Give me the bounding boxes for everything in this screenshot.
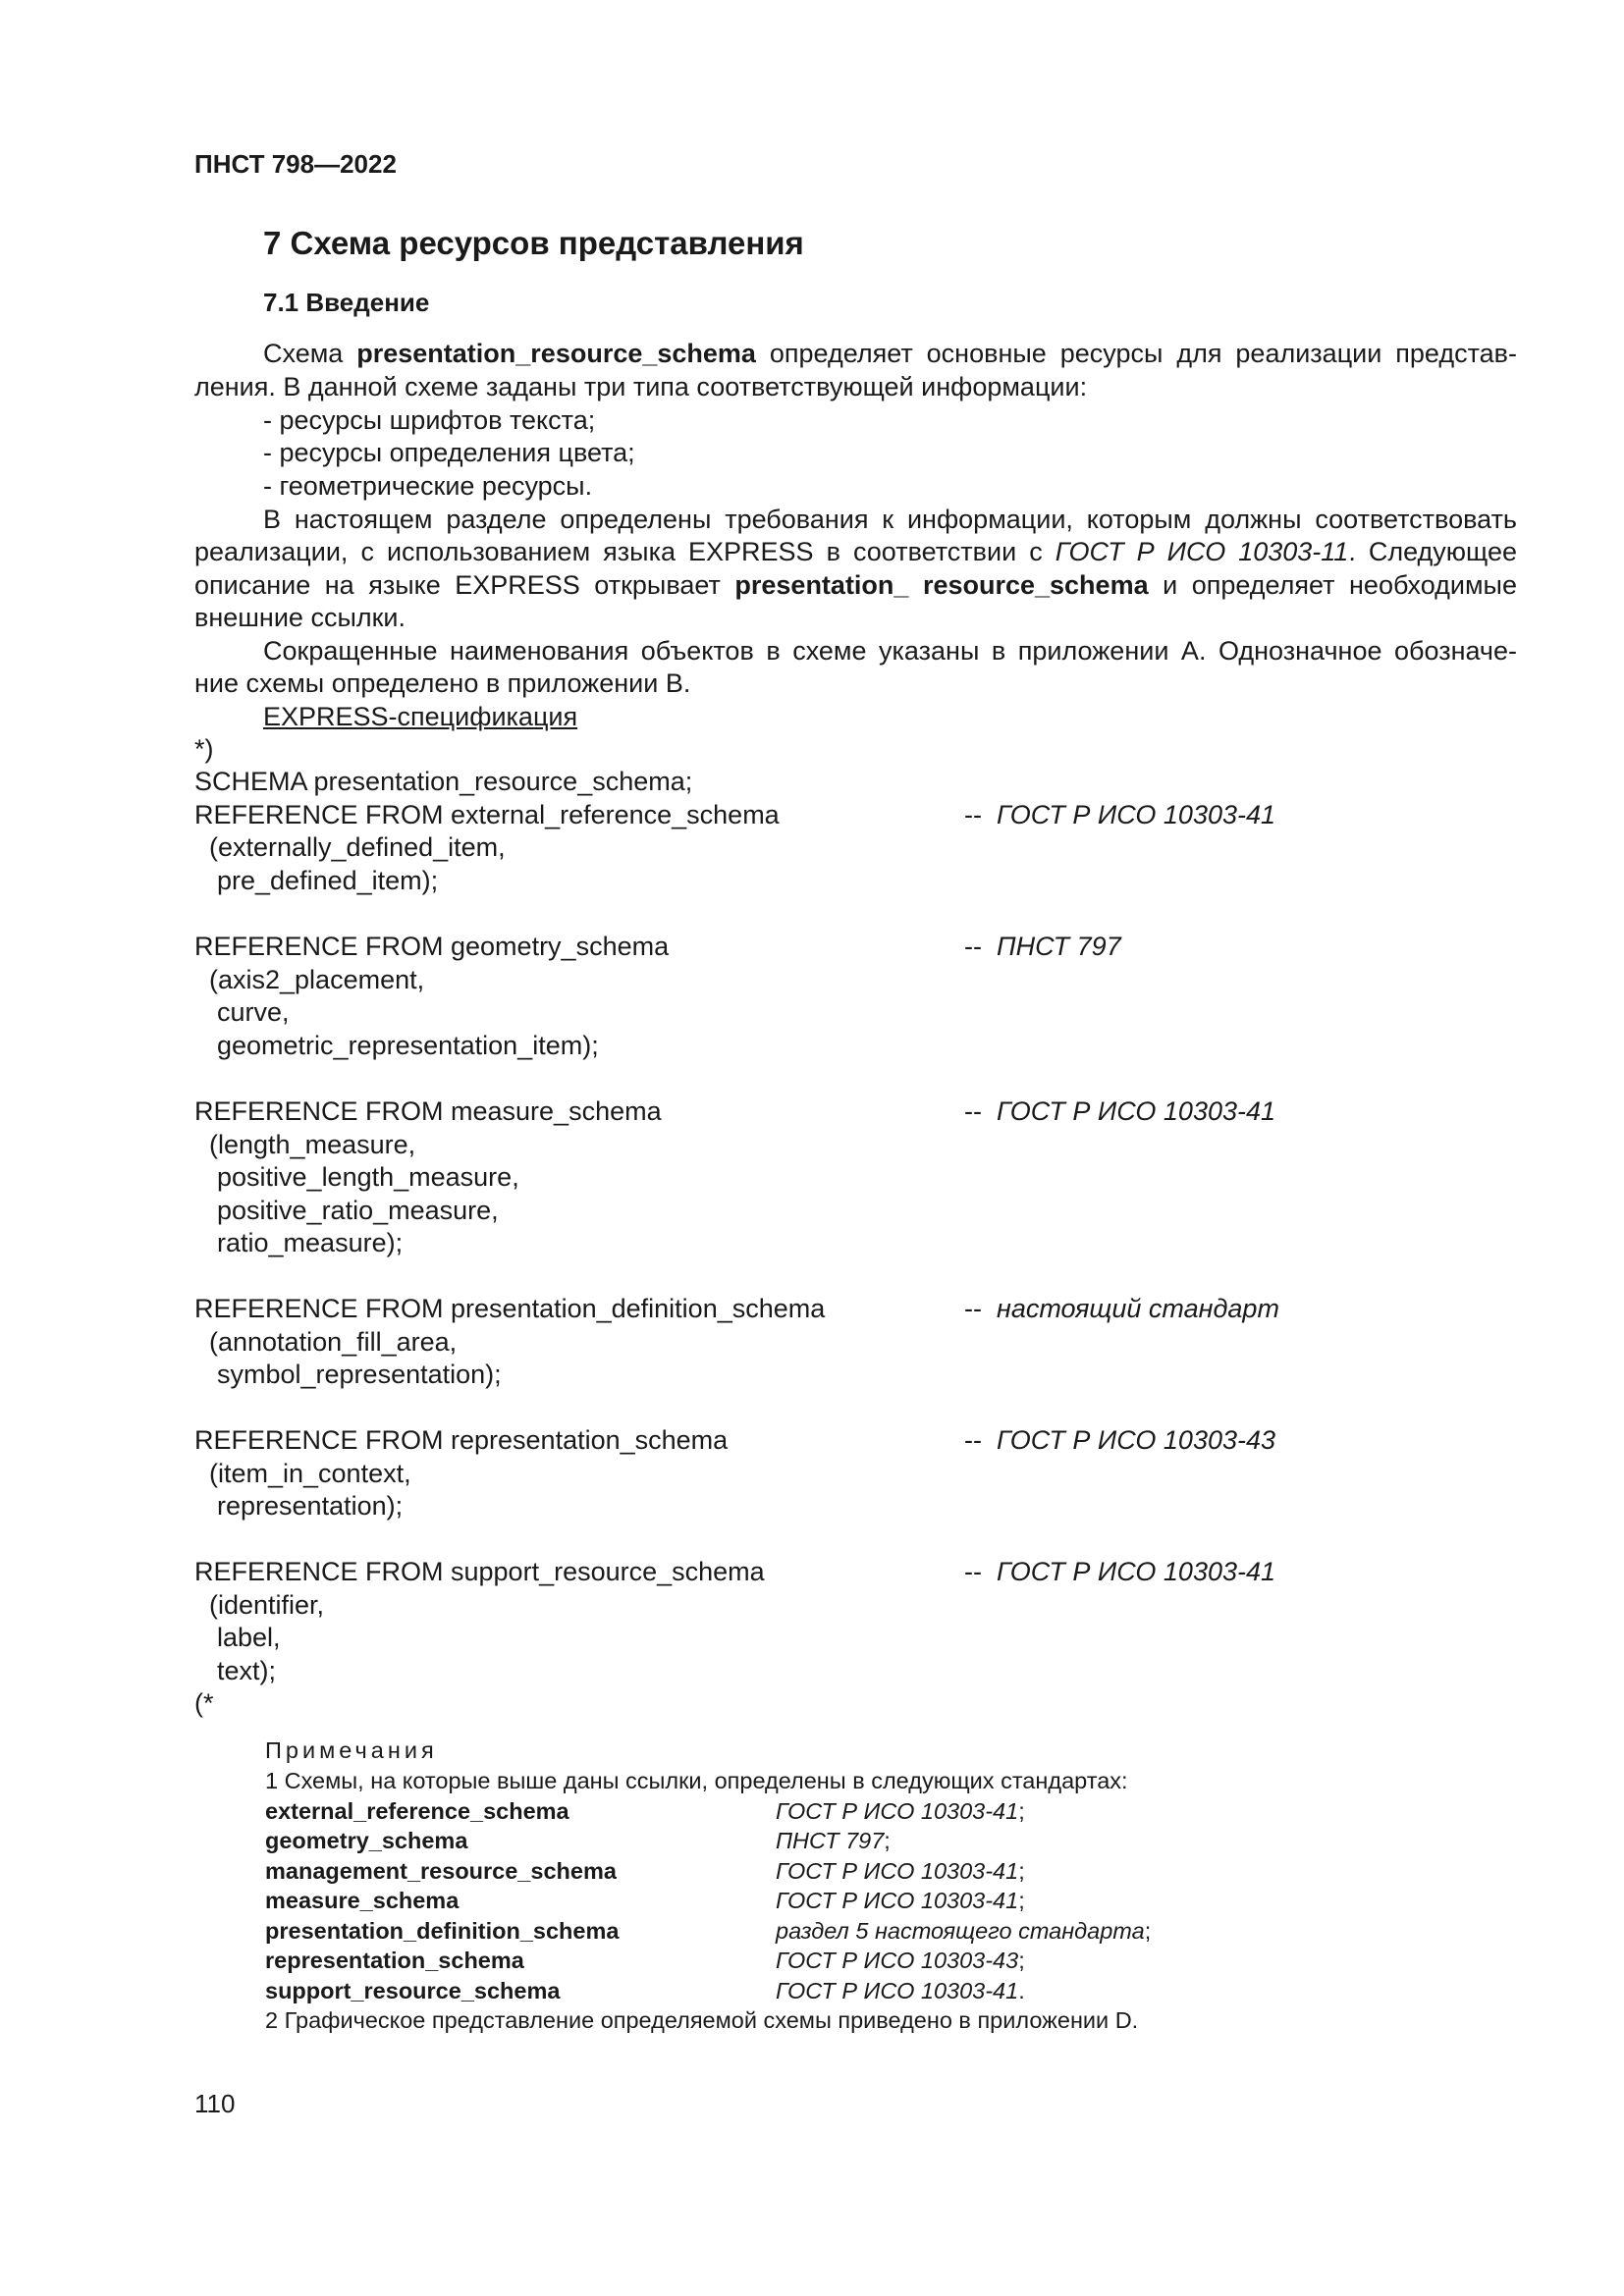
- code-reference-comment: -- ГОСТ Р ИСО 10303-43: [964, 1425, 1276, 1455]
- schema-name-bold: presentation_resource_schema: [356, 339, 756, 368]
- notes-schema-ref: ГОСТ Р ИСО 10303-41;: [776, 1858, 1025, 1884]
- code-item: symbol_representation);: [217, 1360, 502, 1389]
- note-1: 1 Схемы, на которые выше даны ссылки, определены в следующих стандартах:: [265, 1768, 1128, 1793]
- notes-schema-name: measure_schema: [265, 1888, 460, 1913]
- bullet-item: - ресурсы шрифтов текста;: [263, 405, 596, 435]
- notes-schema-ref: ПНСТ 797;: [776, 1828, 891, 1853]
- notes-schema-ref: ГОСТ Р ИСО 10303-41.: [776, 1978, 1025, 2003]
- code-open-comment: *): [194, 734, 214, 764]
- notes-schema-name: geometry_schema: [265, 1828, 468, 1853]
- code-item: positive_length_measure,: [217, 1162, 519, 1192]
- intro-p1-line1: Схема presentation_resource_schema определяет основные ресурсы для реализации представ-: [263, 339, 1517, 368]
- code-item: (item_in_context,: [209, 1459, 411, 1488]
- code-item: pre_defined_item);: [217, 866, 439, 895]
- notes-schema-ref: раздел 5 настоящего стандарта;: [776, 1918, 1152, 1944]
- code-reference-line: REFERENCE FROM measure_schema: [194, 1096, 662, 1126]
- notes-schema-ref: ГОСТ Р ИСО 10303-41;: [776, 1888, 1025, 1913]
- intro-p2-line1: В настоящем разделе определены требования к информации, которым должны соответствовать: [263, 505, 1517, 534]
- code-reference-comment: -- ГОСТ Р ИСО 10303-41: [964, 1096, 1276, 1126]
- notes-schema-name: external_reference_schema: [265, 1798, 569, 1824]
- standard-designation: ПНСТ 798—2022: [194, 149, 397, 179]
- code-item: representation);: [217, 1491, 404, 1521]
- notes-schema-ref: ГОСТ Р ИСО 10303-41;: [776, 1798, 1025, 1824]
- code-item: (axis2_placement,: [209, 965, 425, 994]
- bullet-item: - ресурсы определения цвета;: [263, 438, 635, 467]
- express-spec-label: EXPRESS-спецификация: [263, 702, 578, 731]
- code-reference-line: REFERENCE FROM external_reference_schema: [194, 800, 780, 829]
- code-item: curve,: [217, 997, 290, 1027]
- intro-p2-line2: реализации, с использованием языка EXPRESS в соответствии с ГОСТ Р ИСО 10303-11. Следующее: [194, 537, 1517, 566]
- code-item: (identifier,: [209, 1590, 325, 1620]
- code-item: (externally_defined_item,: [209, 832, 506, 862]
- code-item: (annotation_fill_area,: [209, 1327, 458, 1357]
- notes-heading: Примечания: [265, 1737, 438, 1763]
- intro-p2-line3: описание на языке EXPRESS открывает presentation_ resource_schema и определяет необходимые: [194, 570, 1517, 600]
- code-item: text);: [217, 1656, 277, 1685]
- intro-p3-line2: ние схемы определено в приложении В.: [194, 668, 691, 698]
- code-item: ratio_measure);: [217, 1228, 404, 1257]
- code-item: (length_measure,: [209, 1130, 416, 1159]
- note-2: 2 Графическое представление определяемой схемы приведено в приложении D.: [265, 2007, 1139, 2033]
- notes-schema-name: representation_schema: [265, 1948, 524, 1973]
- code-reference-comment: -- ГОСТ Р ИСО 10303-41: [964, 800, 1276, 829]
- code-reference-line: REFERENCE FROM geometry_schema: [194, 932, 670, 961]
- notes-schema-name: support_resource_schema: [265, 1978, 561, 2003]
- intro-p2-line4: внешние ссылки.: [194, 603, 406, 632]
- notes-schema-name: management_resource_schema: [265, 1858, 617, 1884]
- notes-schema-name: presentation_definition_schema: [265, 1918, 620, 1944]
- code-reference-line: REFERENCE FROM representation_schema: [194, 1425, 729, 1455]
- code-item: geometric_representation_item);: [217, 1031, 599, 1060]
- subsection-title: 7.1 Введение: [263, 288, 430, 317]
- intro-p3-line1: Сокращенные наименования объектов в схеме указаны в приложении А. Однозначное обозначе-: [263, 636, 1517, 666]
- intro-p1-line2: ления. В данной схеме заданы три типа соответствующей информации:: [194, 372, 1088, 401]
- code-reference-line: REFERENCE FROM presentation_definition_schema: [194, 1294, 826, 1323]
- code-schema-line: SCHEMA presentation_resource_schema;: [194, 767, 693, 796]
- code-reference-comment: -- ГОСТ Р ИСО 10303-41: [964, 1557, 1276, 1586]
- section-title: 7 Схема ресурсов представления: [263, 225, 804, 261]
- code-close-comment: (*: [194, 1688, 214, 1718]
- bullet-item: - геометрические ресурсы.: [263, 471, 593, 501]
- page-number: 110: [194, 2089, 236, 2118]
- code-reference-line: REFERENCE FROM support_resource_schema: [194, 1557, 765, 1586]
- notes-schema-ref: ГОСТ Р ИСО 10303-43;: [776, 1948, 1025, 1973]
- code-item: positive_ratio_measure,: [217, 1196, 499, 1225]
- code-reference-comment: -- настоящий стандарт: [964, 1294, 1279, 1323]
- code-reference-comment: -- ПНСТ 797: [964, 932, 1121, 961]
- code-item: label,: [217, 1623, 281, 1652]
